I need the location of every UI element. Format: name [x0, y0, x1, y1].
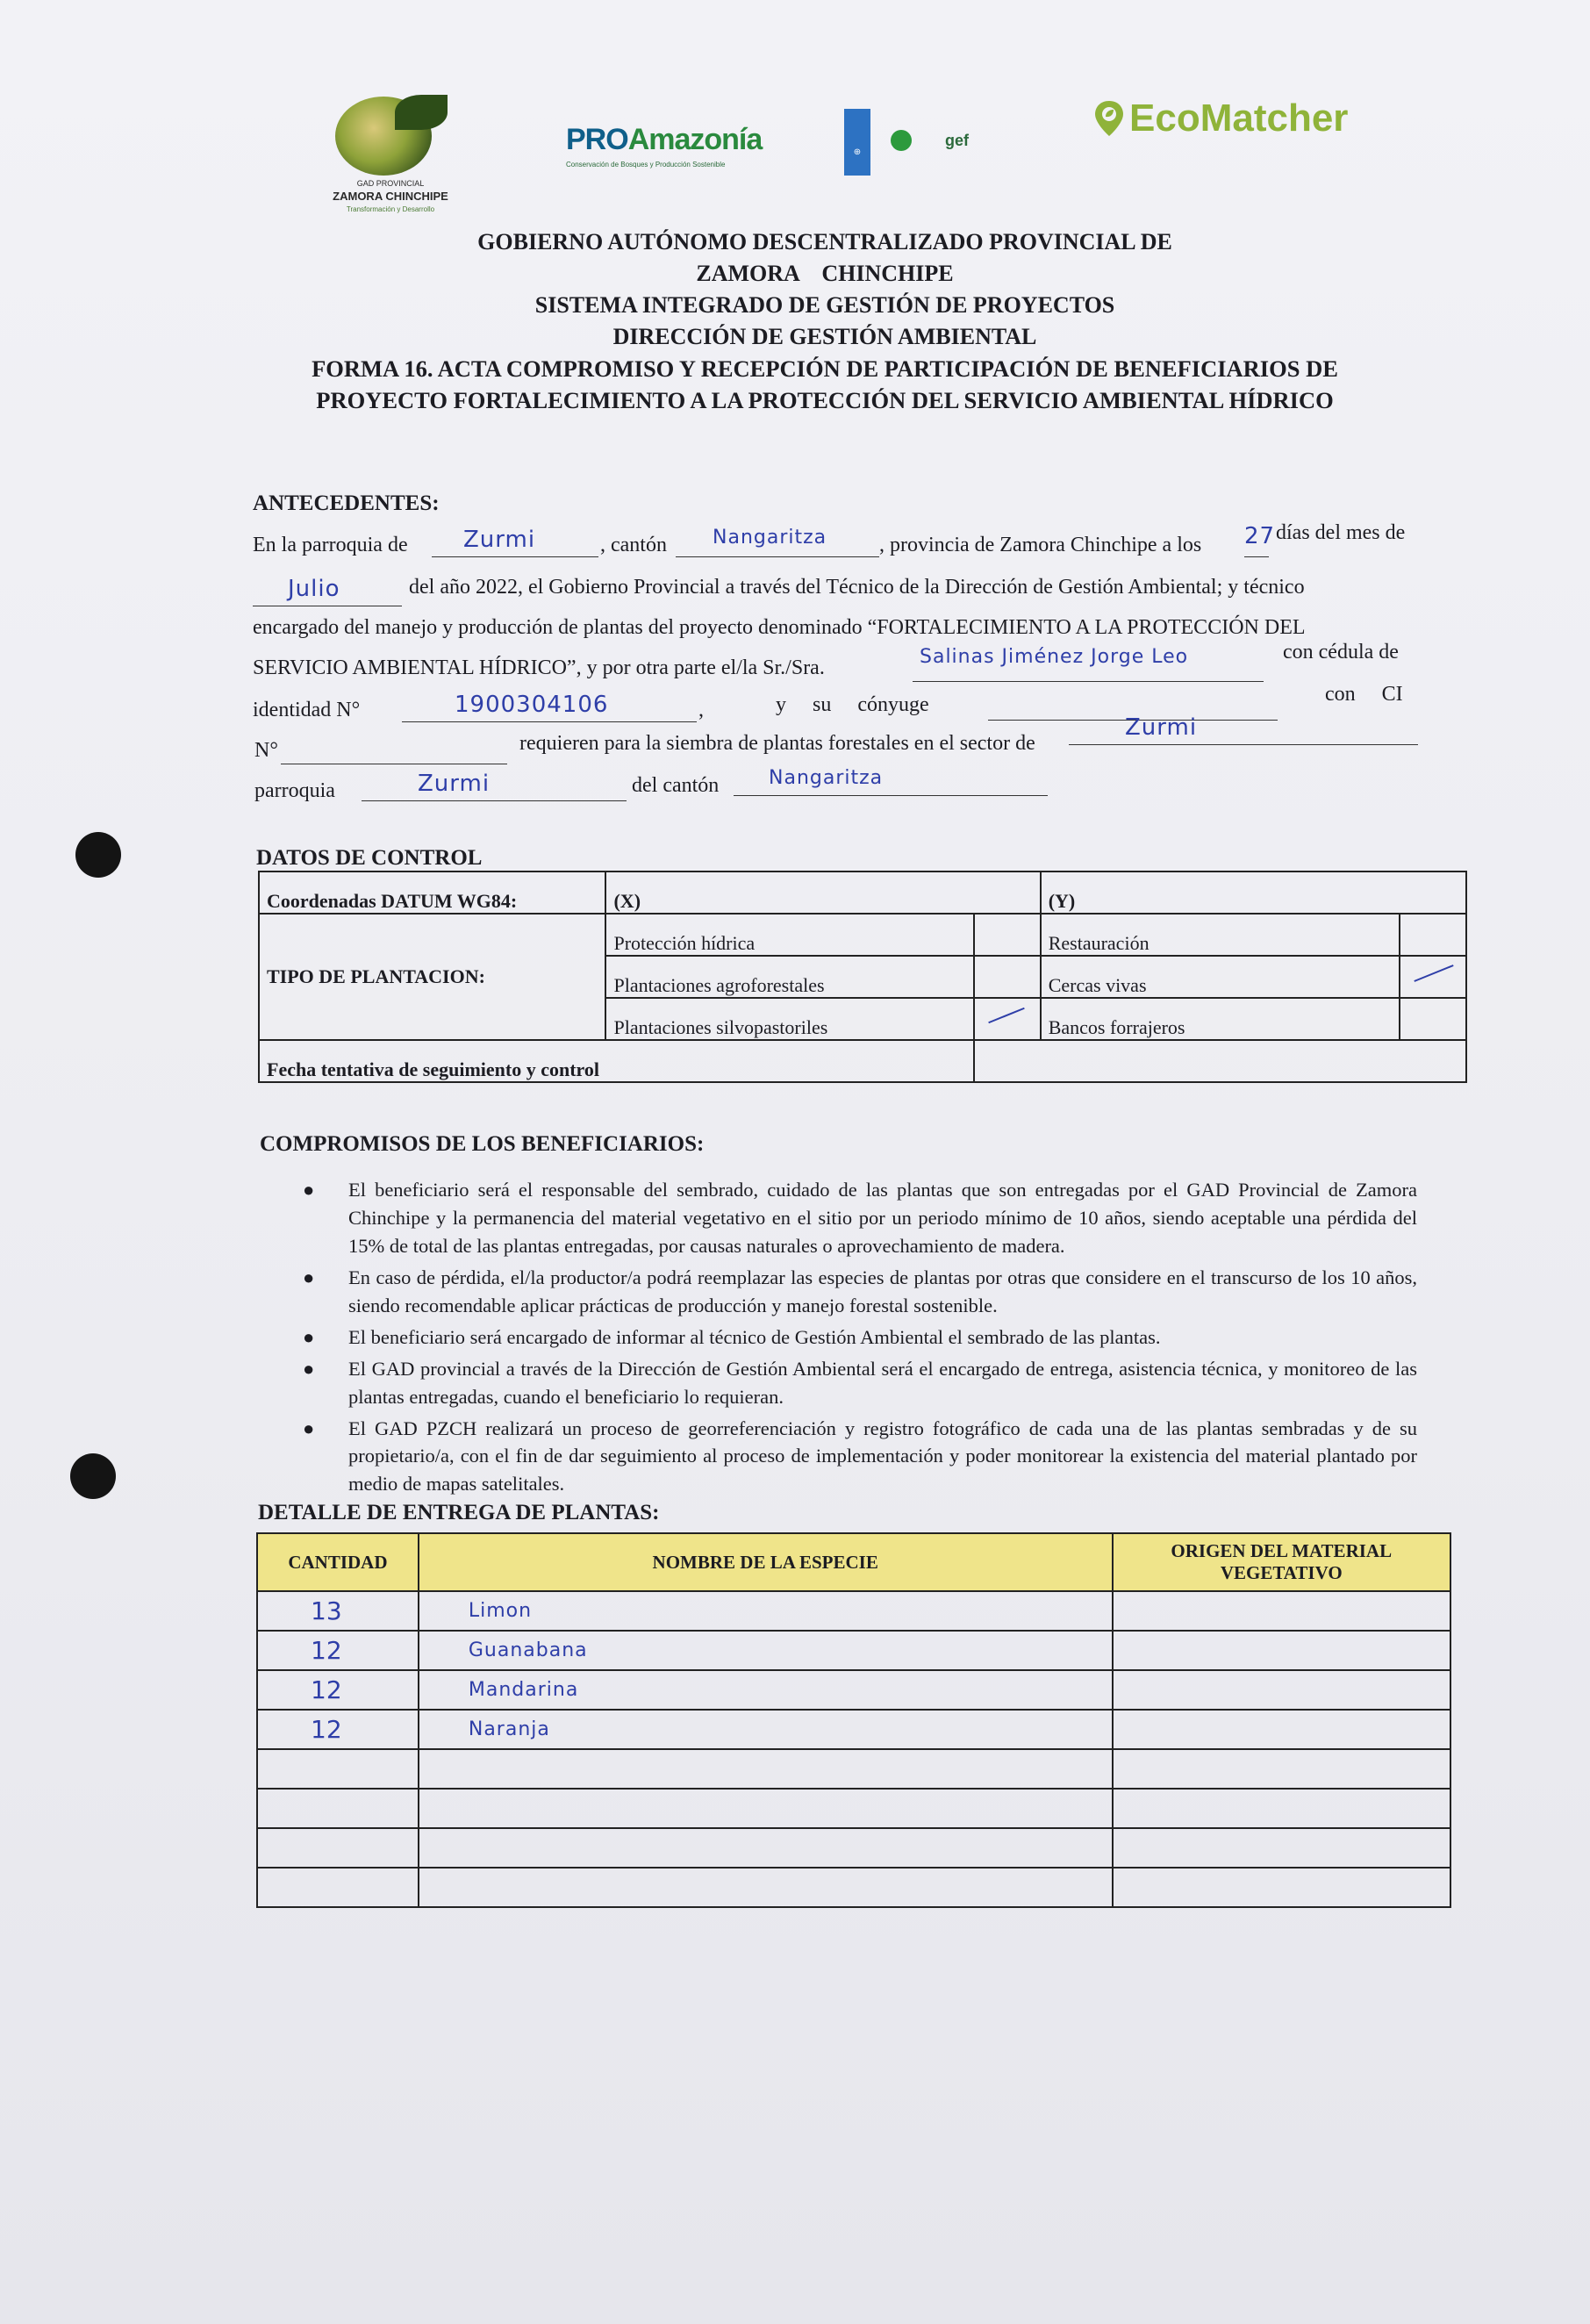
especie-cell[interactable]	[419, 1789, 1113, 1828]
antecedentes-text: En la parroquia de	[253, 534, 408, 556]
cantidad-cell[interactable]	[257, 1828, 419, 1868]
especie-cell[interactable]: Mandarina	[419, 1670, 1113, 1710]
cantidad-cell[interactable]	[257, 1868, 419, 1907]
punch-hole-top	[75, 832, 121, 878]
origen-cell[interactable]	[1113, 1868, 1450, 1907]
antecedentes-text: del año 2022, el Gobierno Provincial a través del Técnico de la Dirección de Gestión Ambiental; y técnico	[409, 576, 1305, 599]
cedula-value: 1900304106	[455, 692, 609, 718]
gef-logo: gef	[891, 123, 978, 167]
punch-hole-bottom	[70, 1453, 116, 1499]
beneficiario-nombre-value: Salinas Jiménez Jorge Leo	[920, 646, 1189, 668]
fecha-seguimiento-label: Fecha tentativa de seguimiento y control	[259, 1040, 974, 1082]
especie-cell[interactable]: Naranja	[419, 1710, 1113, 1749]
plantas-table	[256, 1532, 1451, 1908]
antecedentes-text: y su cónyuge	[776, 693, 929, 716]
gad-zamora-logo: GAD PROVINCIAL ZAMORA CHINCHIPE Transformación y Desarrollo	[316, 88, 465, 219]
proamazonia-logo: PROAmazonía Conservación de Bosques y Producción Sostenible	[566, 123, 763, 169]
origen-cell[interactable]	[1113, 1710, 1450, 1749]
antecedentes-text: identidad N°	[253, 699, 361, 721]
mes-value: Julio	[288, 576, 340, 602]
cantidad-cell[interactable]	[257, 1749, 419, 1789]
antecedentes-text: parroquia	[254, 779, 335, 802]
datos-control-title: DATOS DE CONTROL	[256, 846, 483, 870]
list-item: ● El GAD PZCH realizará un proceso de georreferenciación y registro fotográfico de cada una de las plantas sembradas y de su propietario/a, con el fin de dar seguimiento al proceso de implementación y poder monitorear la existencia del material plantado por medio de mapas satelitales.	[303, 1417, 1417, 1496]
type-label: Cercas vivas	[1041, 956, 1400, 998]
parroquia-2-value: Zurmi	[418, 771, 491, 797]
col-cantidad-header: CANTIDAD	[257, 1533, 419, 1591]
leaf-pin-icon	[1092, 99, 1126, 138]
silvopastoriles-checkbox[interactable]	[974, 998, 1041, 1040]
control-table	[258, 871, 1467, 1083]
list-item: ● En caso de pérdida, el/la productor/a podrá reemplazar las especies de plantas por otras que considere en el transcurso de los 10 años, siendo recomendable aplicar prácticas de producción y manejo forestal sostenible.	[303, 1266, 1417, 1316]
header-line-6: PROYECTO FORTALECIMIENTO A LA PROTECCIÓN DEL SERVICIO AMBIENTAL HÍDRICO	[316, 387, 1334, 414]
type-label: Plantaciones silvopastoriles	[605, 998, 973, 1040]
header-line-5: FORMA 16. ACTA COMPROMISO Y RECEPCIÓN DE PARTICIPACIÓN DE BENEFICIARIOS DE	[312, 355, 1338, 382]
cantidad-cell[interactable]: 12	[257, 1631, 419, 1670]
header-line-4: DIRECCIÓN DE GESTIÓN AMBIENTAL	[612, 323, 1037, 349]
origen-cell[interactable]	[1113, 1591, 1450, 1631]
checkmark-icon	[988, 1008, 1025, 1023]
agroforestales-checkbox[interactable]	[974, 956, 1041, 998]
table-row	[257, 1631, 1450, 1670]
antecedentes-text: N°	[254, 739, 278, 762]
especie-cell[interactable]: Limon	[419, 1591, 1113, 1631]
cercas-vivas-checkbox[interactable]	[1400, 956, 1466, 998]
tipo-plantacion-label: TIPO DE PLANTACION:	[259, 914, 605, 1040]
conyuge-ci-field[interactable]	[281, 737, 507, 764]
header-line-1: GOBIERNO AUTÓNOMO DESCENTRALIZADO PROVINCIAL DE	[477, 229, 1172, 255]
list-item: ● El beneficiario será encargado de informar al técnico de Gestión Ambiental el sembrado de las plantas.	[303, 1325, 1161, 1348]
table-row	[257, 1591, 1450, 1631]
type-label: Plantaciones agroforestales	[605, 956, 973, 998]
cantidad-cell[interactable]: 13	[257, 1591, 419, 1631]
table-row	[257, 1749, 1450, 1789]
antecedentes-text: SERVICIO AMBIENTAL HÍDRICO”, y por otra parte el/la Sr./Sra.	[253, 656, 825, 679]
entrega-title: DETALLE DE ENTREGA DE PLANTAS:	[258, 1501, 660, 1524]
col-origen-header: ORIGEN DEL MATERIAL VEGETATIVO	[1113, 1533, 1450, 1591]
origen-cell[interactable]	[1113, 1789, 1450, 1828]
origen-cell[interactable]	[1113, 1631, 1450, 1670]
type-label: Protección hídrica	[605, 914, 973, 956]
especie-cell[interactable]	[419, 1828, 1113, 1868]
compromisos-list	[303, 1176, 1417, 1502]
restauracion-checkbox[interactable]	[1400, 914, 1466, 956]
canton-2-value: Nangaritza	[769, 767, 884, 789]
form-header	[254, 226, 1395, 417]
origen-cell[interactable]	[1113, 1670, 1450, 1710]
antecedentes-text: requieren para la siembra de plantas forestales en el sector de	[519, 732, 1035, 755]
antecedentes-text: con cédula de	[1283, 641, 1399, 663]
x-coordinate-field[interactable]: (X)	[605, 872, 1040, 914]
dia-value: 27	[1244, 523, 1276, 549]
checkmark-icon	[1414, 965, 1453, 982]
cantidad-cell[interactable]: 12	[257, 1710, 419, 1749]
origen-cell[interactable]	[1113, 1828, 1450, 1868]
antecedentes-text: ,	[698, 699, 704, 721]
antecedentes-text: encargado del manejo y producción de plantas del proyecto denominado “FORTALECIMIENTO A LA PROTECCIÓN DEL	[253, 616, 1306, 639]
bancos-forrajeros-checkbox[interactable]	[1400, 998, 1466, 1040]
table-row	[257, 1670, 1450, 1710]
table-row	[257, 1789, 1450, 1828]
proteccion-hidrica-checkbox[interactable]	[974, 914, 1041, 956]
sector-field[interactable]	[1069, 718, 1418, 745]
antecedentes-text: , provincia de Zamora Chinchipe a los	[879, 534, 1202, 556]
compromisos-title: COMPROMISOS DE LOS BENEFICIARIOS:	[260, 1132, 705, 1156]
list-item: ● El beneficiario será el responsable del sembrado, cuidado de las plantas que son entregadas por el GAD Provincial de Zamora Chinchipe y la permanencia del material vegetativo en el sitio por un periodo mínimo de 10 años, siendo aceptable una pérdida del 15% de total de las plantas entregadas, por causas naturales o aprovechamiento de madera.	[303, 1179, 1417, 1257]
table-row	[257, 1868, 1450, 1907]
especie-cell[interactable]	[419, 1749, 1113, 1789]
parroquia-value: Zurmi	[463, 527, 536, 553]
fecha-seguimiento-field[interactable]	[974, 1040, 1466, 1082]
header-line-3: SISTEMA INTEGRADO DE GESTIÓN DE PROYECTOS	[534, 291, 1115, 318]
type-label: Bancos forrajeros	[1041, 998, 1400, 1040]
col-especie-header: NOMBRE DE LA ESPECIE	[419, 1533, 1113, 1591]
table-row	[257, 1828, 1450, 1868]
parroquia-2-field[interactable]	[362, 774, 627, 801]
list-item: ● El GAD provincial a través de la Dirección de Gestión Ambiental será el encargado de entrega, asistencia técnica, y monitoreo de las plantas entregadas, cuando el beneficiario lo requieran.	[303, 1357, 1417, 1408]
antecedentes-text: días del mes de	[1276, 521, 1406, 544]
table-row	[257, 1710, 1450, 1749]
especie-cell[interactable]: Guanabana	[419, 1631, 1113, 1670]
antecedentes-text: del cantón	[632, 774, 720, 797]
y-coordinate-field[interactable]: (Y)	[1041, 872, 1466, 914]
logo-row	[316, 88, 1422, 219]
ecomatcher-logo: EcoMatcher	[1092, 97, 1348, 140]
cantidad-cell[interactable]	[257, 1789, 419, 1828]
type-label: Restauración	[1041, 914, 1400, 956]
sector-value: Zurmi	[1125, 714, 1198, 741]
cantidad-cell[interactable]: 12	[257, 1670, 419, 1710]
origen-cell[interactable]	[1113, 1749, 1450, 1789]
header-line-2: ZAMORA CHINCHIPE	[696, 260, 954, 286]
antecedentes-title: ANTECEDENTES:	[253, 491, 440, 515]
antecedentes-text: con CI	[1325, 683, 1403, 706]
antecedentes-text: , cantón	[600, 534, 667, 556]
canton-value: Nangaritza	[713, 527, 827, 549]
coords-label: Coordenadas DATUM WG84:	[259, 872, 605, 914]
undp-logo: ⊕	[844, 109, 870, 176]
especie-cell[interactable]	[419, 1868, 1113, 1907]
